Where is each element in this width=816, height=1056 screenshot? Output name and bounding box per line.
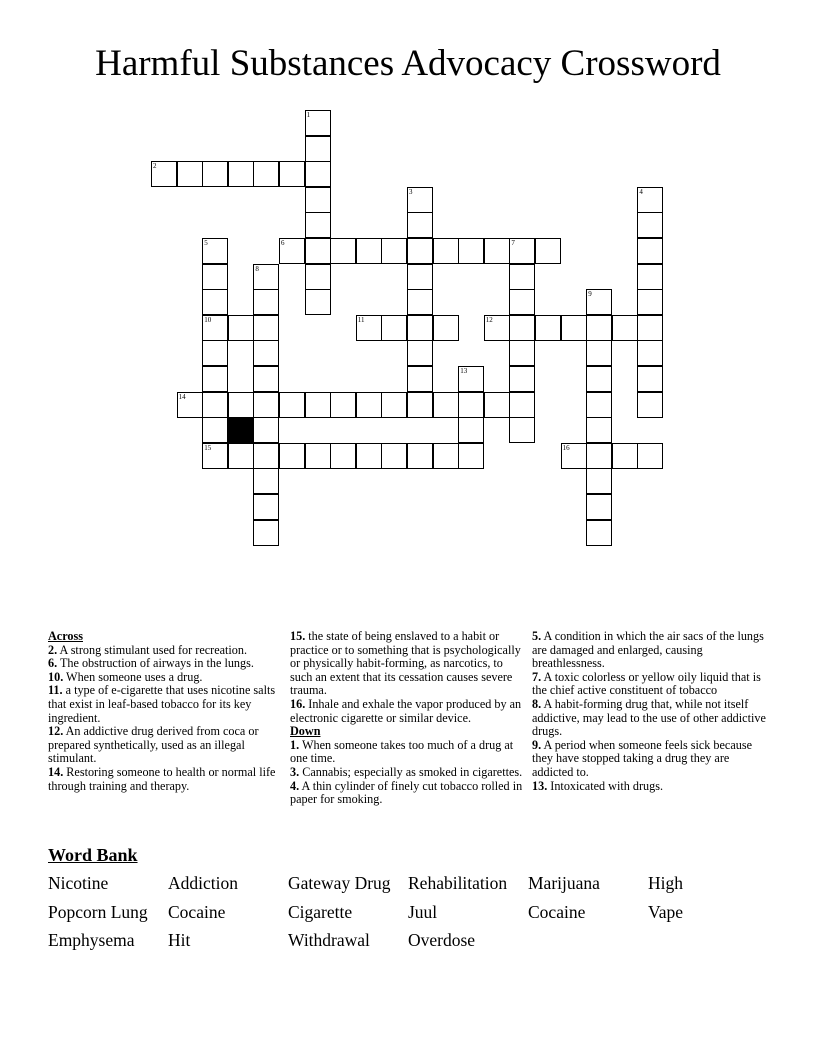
grid-cell[interactable] [253,392,279,418]
clue-number-label: 10 [204,315,212,324]
grid-cell[interactable] [407,187,433,213]
grid-cell[interactable] [279,161,305,187]
grid-cell[interactable] [330,392,356,418]
word-bank-word: Vape [648,901,683,922]
grid-cell[interactable] [177,161,203,187]
clue-number-label: 11 [357,315,365,324]
clue-number: 4. [290,778,300,793]
page-title: Harmful Substances Advocacy Crossword [95,43,721,84]
down-clue [290,739,526,766]
grid-cell[interactable] [586,443,612,469]
clue-text: Restoring someone to health or normal life through training and therapy. [48,764,276,793]
clue-number: 11. [48,683,63,698]
across-clue [290,630,526,698]
grid-cell[interactable] [356,238,382,264]
clue-text: the state of being enslaved to a habit or practice or to something that is psychologically or physically habit-forming, as narcotics, to such an extent that its cessation causes severe trauma. [290,629,521,698]
grid-cell[interactable] [228,161,254,187]
grid-cell[interactable] [253,468,279,494]
across-clue [48,657,283,671]
grid-cell[interactable] [509,264,535,290]
word-bank-word: Gateway Drug [288,873,391,893]
clues-column-3 [532,630,768,793]
clue-number-label: 8 [255,264,259,273]
word-bank-word: Emphysema [48,930,135,950]
clue-text: The obstruction of airways in the lungs. [57,656,254,671]
clue-text: A toxic colorless or yellow oily liquid that is the chief active constituent of tobacco [532,669,761,698]
grid-cell[interactable] [509,392,535,418]
clue-text: When someone takes too much of a drug at one time. [290,737,514,766]
grid-cell[interactable] [586,366,612,392]
grid-cell[interactable] [305,443,331,469]
down-clue [532,780,768,794]
clue-number: 6. [48,656,58,671]
grid-cell[interactable] [151,161,177,187]
clue-number-label: 14 [178,392,186,401]
clue-text: Cannabis; especially as smoked in cigarettes. [299,764,523,779]
down-clue [290,766,526,780]
grid-cell[interactable] [433,238,459,264]
clue-number: 7. [532,669,542,684]
grid-cell[interactable] [561,315,587,341]
word-bank-word: Nicotine [48,873,109,893]
clue-number: 16. [290,696,306,711]
clue-text: When someone uses a drug. [63,669,203,684]
grid-cell[interactable] [407,340,433,366]
grid-cell[interactable] [509,238,535,264]
clue-text: An addictive drug derived from coca or prepared synthetically, used as an illegal stimulant. [48,724,259,766]
across-clue [48,671,283,685]
clues-column-2 [290,630,526,807]
word-bank-word: Withdrawal [288,930,370,950]
word-bank-word: Cigarette [288,901,353,922]
grid-cell[interactable] [586,392,612,418]
grid-cell[interactable] [305,187,331,213]
clue-text: Inhale and exhale the vapor produced by an electronic cigarette or similar device. [290,696,522,725]
grid-cell[interactable] [407,238,433,264]
word-bank-word: Marijuana [528,873,600,893]
grid-cell[interactable] [202,443,228,469]
clue-number-label: 3 [409,187,413,196]
grid-cell[interactable] [509,289,535,315]
grid-cell[interactable] [202,238,228,264]
clues-column-1 [48,630,283,793]
grid-cell[interactable] [407,443,433,469]
grid-cell[interactable] [253,494,279,520]
grid-cell[interactable] [586,289,612,315]
grid-cell[interactable] [305,238,331,264]
grid-cell[interactable] [202,366,228,392]
across-clue [48,725,283,766]
clue-text: Intoxicated with drugs. [547,778,663,793]
grid-cell[interactable] [305,264,331,290]
down-clue [532,739,768,780]
grid-cell[interactable] [356,392,382,418]
grid-cell[interactable] [637,264,663,290]
across-clue [290,698,526,725]
grid-cell[interactable] [381,238,407,264]
word-bank-word: High [648,873,683,893]
clue-text: A period when someone feels sick because they have stopped taking a drug they are addicted to. [532,737,752,779]
clue-number-label: 12 [485,315,493,324]
grid-cell[interactable] [509,315,535,341]
clue-text: A condition in which the air sacs of the lungs are damaged and enlarged, causing breathlessness. [532,629,764,671]
clue-number: 14. [48,764,64,779]
grid-cell[interactable] [458,443,484,469]
grid-cell[interactable] [253,443,279,469]
grid-cell[interactable] [305,289,331,315]
clue-number: 1. [290,737,300,752]
grid-cell[interactable] [586,315,612,341]
grid-cell[interactable] [433,392,459,418]
grid-cell[interactable] [305,161,331,187]
grid-cell[interactable] [253,417,279,443]
clue-number-label: 5 [204,239,208,247]
grid-cell[interactable] [484,392,510,418]
grid-cell[interactable] [637,238,663,264]
word-bank-word: Rehabilitation [408,873,508,893]
grid-cell[interactable] [305,110,331,136]
grid-cell[interactable] [586,468,612,494]
grid-cell[interactable] [458,392,484,418]
grid-cell[interactable] [202,264,228,290]
down-heading: Down [290,724,321,739]
clue-number: 15. [290,629,306,643]
clue-number-label: 1 [306,111,311,119]
grid-cell[interactable] [202,315,228,341]
grid-cell[interactable] [279,443,305,469]
clue-text: A habit-forming drug that, while not itself addictive, may lead to the use of other addictive drugs. [532,696,766,739]
grid-cell[interactable] [381,392,407,418]
grid-cell[interactable] [330,238,356,264]
word-bank-word: Juul [408,901,438,922]
grid-cell[interactable] [202,161,228,187]
grid-cell[interactable] [407,366,433,392]
down-clue [290,780,526,807]
grid-cell[interactable] [279,392,305,418]
across-clue [48,684,283,725]
clue-number-label: 6 [281,239,285,247]
across-clue [48,766,283,793]
clue-number: 2. [48,642,58,657]
grid-cell[interactable] [586,520,612,546]
grid-cell[interactable] [637,187,663,213]
grid-cell[interactable] [535,238,561,264]
down-clue [532,698,768,739]
grid-cell[interactable] [509,340,535,366]
clue-number-label: 9 [588,290,592,299]
grid-cell[interactable] [279,238,305,264]
grid-cell[interactable] [433,315,459,341]
clue-text: A strong stimulant used for recreation. [57,642,248,657]
grid-cell[interactable] [637,289,663,315]
grid-cell[interactable] [637,340,663,366]
grid-cell[interactable] [637,366,663,392]
word-bank-word: Addiction [168,873,238,893]
grid-cell[interactable] [433,443,459,469]
grid-cell[interactable] [484,315,510,341]
clue-number-label: 2 [153,162,157,171]
grid-cell[interactable] [586,340,612,366]
word-bank-word: Cocaine [528,901,586,922]
grid-cell[interactable] [586,494,612,520]
grid-cell[interactable] [202,417,228,443]
grid-cell[interactable] [535,315,561,341]
grid-cell[interactable] [253,264,279,290]
grid-cell[interactable] [253,315,279,341]
word-bank-word: Hit [168,930,191,950]
down-clue [532,671,768,698]
grid-cell[interactable] [637,443,663,469]
grid-cell[interactable] [637,315,663,341]
clue-number-label: 7 [511,239,515,247]
clue-number: 13. [532,778,548,793]
grid-cell[interactable] [381,315,407,341]
clue-number-label: 4 [639,187,643,196]
grid-cell[interactable] [330,443,356,469]
grid-cell[interactable] [228,392,254,418]
grid-cell[interactable] [202,392,228,418]
grid-cell[interactable] [484,238,510,264]
clue-number-label: 13 [460,367,468,375]
clue-number: 9. [532,737,542,752]
grid-cell[interactable] [305,392,331,418]
grid-cell[interactable] [612,443,638,469]
across-heading: Across [48,629,83,643]
clue-number-label: 15 [204,443,212,452]
grid-cell[interactable] [407,392,433,418]
grid-cell[interactable] [202,340,228,366]
grid-cell[interactable] [305,136,331,162]
clue-number: 8. [532,696,542,711]
word-bank-word: Overdose [408,930,476,950]
clue-text: A thin cylinder of finely cut tobacco rolled in paper for smoking. [290,778,523,807]
clue-text: a type of e-cigarette that uses nicotine salts that exist in leaf-based tobacco for its key ingredient. [48,683,276,725]
grid-block-cell [228,417,254,443]
grid-cell[interactable] [561,443,587,469]
grid-cell[interactable] [356,315,382,341]
across-clue [48,644,283,658]
grid-cell[interactable] [509,366,535,392]
grid-cell[interactable] [253,289,279,315]
grid-cell[interactable] [407,289,433,315]
word-bank-title: Word Bank [48,845,138,865]
grid-cell[interactable] [637,212,663,238]
word-bank-word: Cocaine [168,901,226,922]
grid-cell[interactable] [253,520,279,546]
clue-number: 3. [290,764,300,779]
grid-cell[interactable] [586,417,612,443]
down-clue [532,630,768,671]
grid-cell[interactable] [177,392,203,418]
grid-cell[interactable] [253,340,279,366]
clue-number: 10. [48,669,64,684]
grid-cell[interactable] [612,315,638,341]
clue-number-label: 16 [562,443,570,452]
grid-cell[interactable] [407,315,433,341]
grid-cell[interactable] [509,417,535,443]
grid-cell[interactable] [407,212,433,238]
clue-number: 12. [48,724,64,739]
grid-cell[interactable] [228,443,254,469]
grid-cell[interactable] [458,417,484,443]
grid-cell[interactable] [253,161,279,187]
grid-cell[interactable] [253,366,279,392]
grid-cell[interactable] [305,212,331,238]
grid-cell[interactable] [381,443,407,469]
grid-cell[interactable] [458,238,484,264]
grid-cell[interactable] [356,443,382,469]
grid-cell[interactable] [202,289,228,315]
grid-cell[interactable] [458,366,484,392]
grid-cell[interactable] [407,264,433,290]
grid-cell[interactable] [637,392,663,418]
clue-number: 5. [532,629,542,643]
grid-cell[interactable] [228,315,254,341]
word-bank-word: Popcorn Lung [48,901,148,922]
